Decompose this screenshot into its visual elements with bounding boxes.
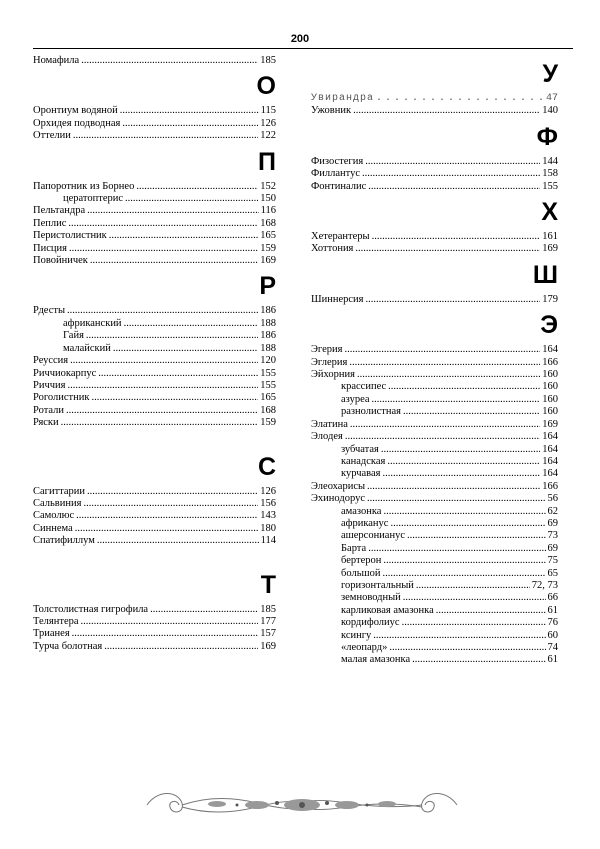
entry-term: Телянтера xyxy=(33,615,79,627)
index-subentry xyxy=(311,530,558,542)
index-entry xyxy=(311,181,558,193)
index-subentry xyxy=(311,568,558,580)
entry-page-number: 144 xyxy=(542,155,558,167)
entry-term: горизонтальный xyxy=(341,579,414,591)
entry-term: Эхинодорус xyxy=(311,493,365,505)
dot-leader xyxy=(83,498,258,510)
dot-leader xyxy=(124,318,259,330)
dot-leader xyxy=(70,355,258,367)
entry-term: Повойничек xyxy=(33,255,88,267)
entry-term: Роголистник xyxy=(33,392,90,404)
entry-page-number: 185 xyxy=(260,55,276,66)
entry-term: Гайя xyxy=(63,330,84,342)
entry-page-number: 164 xyxy=(542,443,558,455)
dot-leader xyxy=(350,419,540,431)
index-entry xyxy=(33,641,276,653)
dot-leader xyxy=(67,305,258,317)
index-subentry xyxy=(311,394,558,406)
dot-leader xyxy=(382,468,540,480)
entry-page-number: 169 xyxy=(260,640,276,652)
dot-leader xyxy=(76,510,258,522)
entry-term: Пельтандра xyxy=(33,205,86,217)
index-subentry xyxy=(33,343,276,355)
dot-leader xyxy=(416,580,530,592)
entry-term: земноводный xyxy=(341,592,401,604)
entry-page-number: 166 xyxy=(542,480,558,492)
index-subentry xyxy=(311,406,558,418)
index-entry xyxy=(311,431,558,443)
entry-term: Ужовник xyxy=(311,105,352,117)
index-entry xyxy=(33,510,276,522)
index-subentry xyxy=(311,642,558,654)
index-subentry xyxy=(33,318,276,330)
entry-term: крассипес xyxy=(341,381,387,393)
dot-leader xyxy=(381,444,540,456)
dot-leader xyxy=(436,605,546,617)
index-entry xyxy=(33,181,276,193)
entry-page-number: 165 xyxy=(260,230,276,242)
entry-term: Самолюс xyxy=(33,510,75,522)
index-subentry xyxy=(33,330,276,342)
entry-page-number: 164 xyxy=(542,431,558,443)
entry-page-number: 114 xyxy=(260,535,276,547)
entry-page-number: 126 xyxy=(260,117,276,129)
entry-page-number: 150 xyxy=(260,193,276,205)
entry-page-number: 185 xyxy=(260,603,276,615)
entry-term: азуреа xyxy=(341,393,370,405)
entry-page-number: 160 xyxy=(542,393,558,405)
entry-term: Эгерия xyxy=(311,344,343,356)
entry-term: Риччиокарпус xyxy=(33,367,97,379)
index-entry xyxy=(33,130,276,142)
entry-term: цератоптерис xyxy=(63,193,124,205)
dot-leader xyxy=(122,118,258,130)
entry-term: Хетерантеры xyxy=(311,231,370,243)
entry-page-number: 155 xyxy=(542,180,558,192)
index-subentry xyxy=(311,468,558,480)
index-entry xyxy=(311,294,558,306)
index-entry xyxy=(33,523,276,535)
entry-term: канадская xyxy=(341,455,386,467)
dot-leader xyxy=(362,168,540,180)
section-spacer xyxy=(33,430,276,448)
section-letter: Т xyxy=(260,570,276,599)
dot-leader xyxy=(75,523,258,535)
entry-term: Сагиттарии xyxy=(33,485,86,497)
index-entry xyxy=(33,486,276,498)
index-subentry xyxy=(311,381,558,393)
entry-term: «леопард» xyxy=(341,642,388,653)
dot-leader xyxy=(389,642,545,654)
section-letter: У xyxy=(542,60,558,88)
entry-page-number: 61 xyxy=(547,604,558,616)
entry-page-number: 152 xyxy=(260,180,276,192)
entry-page-number: 186 xyxy=(260,330,276,342)
entry-page-number: 188 xyxy=(260,317,276,329)
index-entry xyxy=(33,380,276,392)
index-subentry xyxy=(311,605,558,617)
dot-leader xyxy=(113,343,258,355)
dot-leader xyxy=(349,357,540,369)
entry-term: бертерон xyxy=(341,555,382,567)
index-subentry xyxy=(311,654,558,666)
entry-term: Орхидея подводная xyxy=(33,117,121,129)
entry-page-number: 166 xyxy=(542,356,558,368)
index-entry xyxy=(311,243,558,255)
entry-page-number: 156 xyxy=(260,497,276,509)
entry-term: малая амазонка xyxy=(341,654,411,666)
dot-leader xyxy=(403,406,540,418)
index-subentry xyxy=(311,444,558,456)
index-entry xyxy=(33,118,276,130)
index-entry xyxy=(311,369,558,381)
dot-leader xyxy=(368,181,540,193)
index-entry xyxy=(33,405,276,417)
entry-page-number: 160 xyxy=(542,369,558,381)
index-entry xyxy=(311,481,558,493)
entry-page-number: 169 xyxy=(542,418,558,430)
entry-term: ксингу xyxy=(341,629,372,641)
entry-page-number: 155 xyxy=(260,379,276,391)
index-entry xyxy=(33,55,276,67)
header-rule xyxy=(33,48,573,49)
dot-leader xyxy=(388,381,540,393)
dot-leader xyxy=(407,530,546,542)
index-column-right xyxy=(311,55,558,667)
entry-term: Элатина xyxy=(311,418,348,430)
entry-term: ашерсонианус xyxy=(341,530,405,542)
entry-page-number: 60 xyxy=(547,629,558,641)
index-entry xyxy=(311,344,558,356)
index-subentry xyxy=(33,193,276,205)
entry-term: африканский xyxy=(63,317,122,329)
entry-term: Риччия xyxy=(33,379,66,391)
entry-page-number: 164 xyxy=(542,344,558,356)
entry-term: Пеплис xyxy=(33,217,67,229)
index-entry xyxy=(311,357,558,369)
dot-leader xyxy=(402,617,546,629)
entry-term: Эглерия xyxy=(311,356,348,368)
entry-page-number: 157 xyxy=(260,628,276,640)
dot-leader xyxy=(81,55,258,67)
section-letter: Ш xyxy=(532,260,558,289)
index-entry xyxy=(33,205,276,217)
dot-leader xyxy=(109,230,258,242)
entry-page-number: 159 xyxy=(260,242,276,254)
dot-leader xyxy=(98,368,258,380)
section-letter: Х xyxy=(541,198,558,227)
entry-page-number: 120 xyxy=(260,355,276,367)
section-letter: О xyxy=(256,72,276,101)
entry-term: Ряски xyxy=(33,417,59,429)
entry-page-number: 177 xyxy=(260,615,276,627)
entry-term: Элодея xyxy=(311,431,343,443)
entry-page-number: 186 xyxy=(260,305,276,317)
entry-page-number: 164 xyxy=(542,468,558,480)
index-entry xyxy=(33,628,276,640)
index-entry xyxy=(33,535,276,547)
dot-leader xyxy=(120,105,259,117)
dot-leader xyxy=(383,555,545,567)
dot-leader xyxy=(97,535,259,547)
entry-term: Филлантус xyxy=(311,168,361,180)
page-number: 200 xyxy=(290,33,310,45)
index-entry xyxy=(33,368,276,380)
section-letter: С xyxy=(257,452,276,481)
section-letter: П xyxy=(258,147,276,176)
dot-leader xyxy=(372,394,541,406)
entry-page-number: 72, 73 xyxy=(531,579,558,591)
entry-page-number: 169 xyxy=(260,255,276,267)
entry-term: разнолистная xyxy=(341,406,402,418)
index-subentry xyxy=(311,617,558,629)
entry-term: Барта xyxy=(341,542,367,554)
entry-page-number: 74 xyxy=(547,642,558,653)
dot-leader xyxy=(68,218,258,230)
entry-term: Эйхорния xyxy=(311,369,355,381)
entry-page-number: 158 xyxy=(542,168,558,180)
entry-term: малайский xyxy=(63,342,111,354)
entry-term: Писция xyxy=(33,242,67,254)
entry-term: Реуссия xyxy=(33,355,69,367)
entry-page-number: 65 xyxy=(547,567,558,579)
entry-term: Сальвиния xyxy=(33,497,82,509)
decorative-ornament-icon xyxy=(137,785,467,825)
index-subentry xyxy=(311,506,558,518)
dot-leader xyxy=(150,604,258,616)
dot-leader xyxy=(136,181,258,193)
entry-page-number: 155 xyxy=(260,367,276,379)
index-entry xyxy=(311,419,558,431)
index-entry xyxy=(33,616,276,628)
entry-term: большой xyxy=(341,567,381,579)
entry-page-number: 169 xyxy=(542,243,558,255)
index-subentry xyxy=(311,456,558,468)
entry-page-number: 159 xyxy=(260,417,276,429)
index-entry xyxy=(33,230,276,242)
entry-page-number: 168 xyxy=(260,404,276,416)
dot-leader xyxy=(344,344,540,356)
entry-page-number: 56 xyxy=(547,493,558,505)
entry-term: Турча болотная xyxy=(33,640,103,652)
index-entry xyxy=(33,498,276,510)
entry-page-number: 180 xyxy=(260,522,276,534)
index-entry xyxy=(311,93,558,105)
index-entry xyxy=(311,231,558,243)
entry-term: Фонтиналис xyxy=(311,180,367,192)
dot-leader xyxy=(72,628,259,640)
index-subentry xyxy=(311,592,558,604)
entry-term: Хоттония xyxy=(311,243,354,255)
entry-page-number: 168 xyxy=(260,217,276,229)
index-subentry xyxy=(311,555,558,567)
entry-page-number: 165 xyxy=(260,392,276,404)
entry-term: кордифолиус xyxy=(341,617,400,629)
entry-page-number: 61 xyxy=(547,654,558,666)
entry-page-number: 161 xyxy=(542,231,558,243)
entry-term: Синнема xyxy=(33,522,73,534)
dot-leader xyxy=(365,294,540,306)
index-entry xyxy=(33,355,276,367)
index-entry xyxy=(33,417,276,429)
entry-term: курчавая xyxy=(341,468,381,480)
dot-leader xyxy=(66,405,258,417)
entry-page-number: 122 xyxy=(260,130,276,142)
dot-leader xyxy=(353,105,540,117)
entry-term: Рдесты xyxy=(33,305,66,317)
dot-leader xyxy=(91,392,258,404)
dot-leader xyxy=(73,130,258,142)
entry-term: Номафила xyxy=(33,55,80,66)
dot-leader xyxy=(367,481,540,493)
entry-page-number: 179 xyxy=(542,293,558,305)
dot-leader xyxy=(367,493,546,505)
dot-leader xyxy=(86,330,258,342)
dot-leader xyxy=(69,243,258,255)
dot-leader xyxy=(376,93,544,105)
entry-term: Шиннерсия xyxy=(311,293,364,305)
index-entry xyxy=(311,105,558,117)
dot-leader xyxy=(403,592,546,604)
entry-term: Оттелии xyxy=(33,130,71,142)
dot-leader xyxy=(104,641,258,653)
entry-page-number: 75 xyxy=(547,555,558,567)
dot-leader xyxy=(373,630,545,642)
dot-leader xyxy=(383,506,545,518)
entry-term: Элеохарисы xyxy=(311,480,366,492)
dot-leader xyxy=(357,369,540,381)
index-entry xyxy=(311,168,558,180)
dot-leader xyxy=(61,417,259,429)
entry-term: Спатифиллум xyxy=(33,535,95,547)
entry-page-number: 73 xyxy=(547,530,558,542)
dot-leader xyxy=(345,431,540,443)
dot-leader xyxy=(125,193,258,205)
entry-page-number: 69 xyxy=(547,542,558,554)
index-subentry xyxy=(311,543,558,555)
index-subentry xyxy=(311,580,558,592)
entry-page-number: 69 xyxy=(547,517,558,529)
dot-leader xyxy=(90,255,258,267)
index-column-left xyxy=(33,55,276,653)
entry-page-number: 115 xyxy=(260,105,276,117)
dot-leader xyxy=(81,616,259,628)
entry-term: Перистолистник xyxy=(33,230,107,242)
index-entry xyxy=(311,156,558,168)
dot-leader xyxy=(382,568,545,580)
section-spacer xyxy=(33,548,276,566)
entry-page-number: 116 xyxy=(260,205,276,217)
index-entry xyxy=(33,255,276,267)
entry-term: Оронтиум водяной xyxy=(33,105,118,117)
entry-page-number: 140 xyxy=(542,105,558,117)
entry-page-number: 160 xyxy=(542,381,558,393)
section-letter: Ф xyxy=(536,122,558,151)
entry-term: Ротали xyxy=(33,404,65,416)
entry-page-number: 62 xyxy=(547,505,558,517)
entry-term: Толстолистная гигрофила xyxy=(33,603,149,615)
entry-page-number: 76 xyxy=(547,617,558,629)
entry-term: Папоротник из Борнео xyxy=(33,180,135,192)
index-entry xyxy=(33,392,276,404)
dot-leader xyxy=(390,518,545,530)
dot-leader xyxy=(387,456,540,468)
index-entry xyxy=(33,243,276,255)
index-entry xyxy=(33,604,276,616)
entry-page-number: 164 xyxy=(542,455,558,467)
index-subentry xyxy=(311,630,558,642)
dot-leader xyxy=(87,205,259,217)
dot-leader xyxy=(365,156,540,168)
section-letter: Р xyxy=(259,272,276,301)
dot-leader xyxy=(412,654,545,666)
entry-page-number: 126 xyxy=(260,485,276,497)
entry-term: зубчатая xyxy=(341,443,379,455)
entry-term: Физостегия xyxy=(311,155,364,167)
entry-page-number: 66 xyxy=(547,592,558,604)
index-entry xyxy=(33,305,276,317)
dot-leader xyxy=(67,380,258,392)
entry-page-number: 188 xyxy=(260,342,276,354)
entry-term: карликовая амазонка xyxy=(341,604,434,616)
entry-term: амазонка xyxy=(341,505,382,517)
dot-leader xyxy=(372,231,541,243)
entry-page-number: 47 xyxy=(545,93,558,104)
index-entry xyxy=(33,105,276,117)
dot-leader xyxy=(87,486,258,498)
index-entry xyxy=(33,218,276,230)
section-letter: Э xyxy=(540,311,558,340)
entry-term: Трианея xyxy=(33,628,70,640)
entry-page-number: 160 xyxy=(542,406,558,418)
index-entry xyxy=(311,493,558,505)
entry-page-number: 143 xyxy=(260,510,276,522)
entry-term: Увирандра xyxy=(311,93,375,104)
entry-term: африканус xyxy=(341,517,389,529)
dot-leader xyxy=(355,243,540,255)
index-subentry xyxy=(311,518,558,530)
dot-leader xyxy=(368,543,545,555)
